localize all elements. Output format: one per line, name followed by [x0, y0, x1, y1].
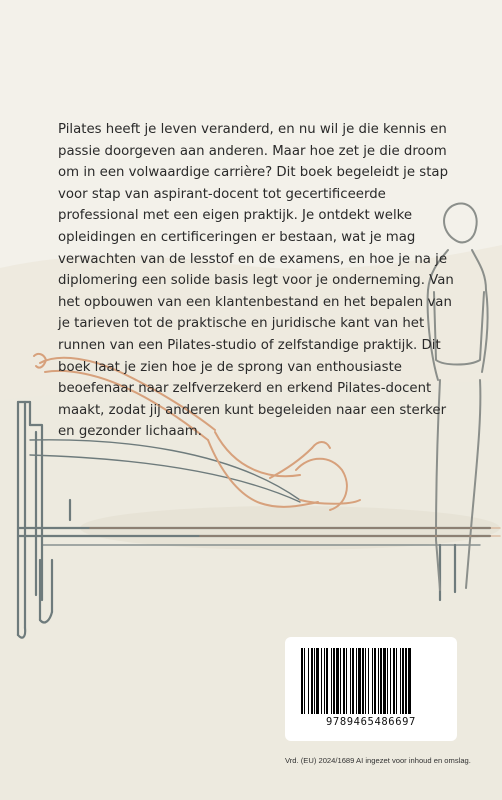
barcode-panel: [285, 637, 457, 741]
back-cover-blurb: Pilates heeft je leven veranderd, en nu wil je die kennis en passie doorgeven aan anderen. Maar hoe zet je die droom om in een volwaardige carrière? Dit boek begeleidt je stap voor stap van aspirant-docent tot gecertificeerde professional met een eigen praktijk. Je ontdekt welke opleidingen en certificeringen er bestaan, wat je mag verwachten van de lesstof en de examens, en hoe je na je diplomering een solide basis legt voor je onderneming. Van het opbouwen van een klantenbestand en het bepalen van je tarieven tot de praktische en juridische kant van het runnen van een Pilates-studio of zelfstandige praktijk. Dit boek laat je zien hoe je de sprong van enthousiaste beoefenaar naar zelfverzekerd en erkend Pilates-docent maakt, zodat jij anderen kunt begeleiden naar een sterker en gezonder lichaam.: [58, 122, 454, 440]
ai-disclosure-notice: Vrd. (EU) 2024/1689 AI ingezet voor inhoud en omslag.: [285, 756, 471, 765]
isbn-number: 9789465486697: [326, 716, 416, 728]
isbn-barcode: [301, 648, 441, 714]
